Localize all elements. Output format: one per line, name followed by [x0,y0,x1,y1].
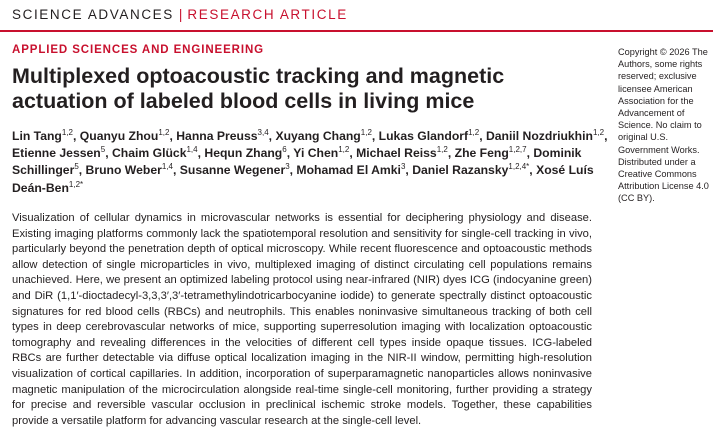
author-affiliation: 1,2,7 [508,145,527,155]
author [86,163,173,177]
header-rule [0,30,713,32]
author [412,163,529,177]
author-affiliation: 1,2 [158,127,170,137]
author-name: Daniel Razansky [412,163,509,178]
author [296,163,405,177]
author [204,146,286,160]
author-name: Yi Chen [293,146,339,161]
author-name: Etienne Jessen [12,146,101,161]
header-separator: | [178,7,183,22]
author-affiliation: 1,2 [61,127,73,137]
author-name: Lukas Glandorf [378,129,469,143]
author-name: Dominik Schillinger [12,146,582,178]
author-affiliation: 5 [74,162,79,172]
author-affiliation: 3 [400,162,406,172]
author-affiliation: 1,2* [68,179,84,189]
author-name: Hanna Preuss [176,129,258,143]
author [12,146,105,160]
author [176,129,268,143]
author-affiliation: 1,4 [186,145,198,155]
author-name: Xosé Luís Deán-Ben [12,163,594,195]
author-affiliation: 3,4 [257,127,269,137]
author-name: Xuyang Chang [275,129,361,143]
author-affiliation: 6 [282,145,287,155]
author [293,146,349,160]
author-affiliation: 5 [100,145,106,155]
article-title: Multiplexed optoacoustic tracking and magnetic actuation of labeled blood cells in living mice [12,64,505,113]
author-affiliation: 1,2 [468,127,480,137]
copyright-notice: Copyright © 2026 The Authors, some rights reserved; exclusive licensee American Association for the Advancement of Science. No claim to original U.S. Government Works. Distributed under a Creative Commons Attribution License 4.0 (CC BY). [618,47,709,204]
author-list: Lin Tang$^{1,2}$, Quanyu Zhou$^{1,2}$, Hanna Preuss$^{3,4}$, Xuyang Chang$^{1,2}$, Lukas Glandorf$^{1,2}$, Daniil Nozdriukhin$^{1,2}$, Etienne Jessen$^5$, Chaim Glück$^{1,4}$, Hequn Zhang$^6$, Yi Chen$^{1,2}$, Michael Reiss$^{1,2}$, Zhe Feng$^{1,2,7}$, Dominik Schillinger$^5$, Bruno Weber$^{1,4}$, Susanne Wegener$^3$, Mohamad El Amki$^3$, Daniel Razansky$^{1,2,4*}$, Xosé Luís Deán-Ben$^{1,2*}$ [12,127,608,195]
abstract: Visualization of cellular dynamics in microvascular networks is essential for deciphering physiology and disease. Existing imaging platforms commonly lack the spatiotemporal resolution and sensitivity for single-cell tracking in vivo, particularly beyond the penetration depth of optical microscopy. While recent fluorescence and optoacoustic methods allow detection of single microparticles in vivo, multiplexed imaging of distinct circulating cell populations remains unachieved. Here, we present an optimized labeling protocol using near-infrared (NIR) dyes ICG (indocyanine green) and DiR (1,1′-dioctadecyl-3,3,3′,3′-tetramethylindotricarbocyanine iodide) to generate spectrally distinct optoacoustic signatures for red blood cells (RBCs) and neutrophils. This enables noninvasive simultaneous tracking of both cell types in deep cerebrovascular networks of mice, supporting superresolution imaging with localization optoacoustic tomography and revealing differences in the velocities of different cell types inside opaque tissues. ICG-labeled RBCs are further detectable via diffuse optical localization imaging in the NIR-II window, permitting high-resolution visualization of cortical capillaries. In addition, incorporation of superparamagnetic nanoparticles allows noninvasive magnetic manipulation of the microcirculation alongside real-time single-cell monitoring, further providing a strategy for precise and reversible vascular occlusion in preclinical ischemic stroke models. Together, these capabilities provide a versatile platform for advancing vascular research at the single-cell level. [12,212,592,427]
author-name: Michael Reiss [356,146,437,161]
author-name: Zhe Feng [454,146,509,161]
author [486,129,604,143]
author-name: Chaim Glück [111,146,187,161]
author [80,129,170,143]
author-affiliation: 3 [285,162,290,172]
author [356,146,448,160]
author-name: Susanne Wegener [179,163,286,178]
author [379,129,480,143]
section-label: APPLIED SCIENCES AND ENGINEERING [12,44,265,56]
author-name: Hequn Zhang [204,146,283,161]
author-affiliation: 1,2 [360,127,372,137]
author-name: Quanyu Zhou [79,129,159,143]
author-affiliation: 1,2,4* [508,162,530,172]
author [112,146,198,160]
author-name: Bruno Weber [85,163,162,178]
author-name: Mohamad El Amki [296,163,401,178]
author-name: Lin Tang [12,129,62,143]
author [12,129,73,143]
author-affiliation: 1,2 [338,145,350,155]
journal-header [12,7,348,22]
author [455,146,527,160]
author [180,163,290,177]
article-type: RESEARCH ARTICLE [187,7,348,22]
author-affiliation: 1,2 [436,145,448,155]
author [275,129,371,143]
journal-name: SCIENCE ADVANCES [12,7,174,22]
author-affiliation: 1,4 [161,162,173,172]
author-name: Daniil Nozdriukhin [485,129,593,143]
author-affiliation: 1,2 [592,127,605,137]
